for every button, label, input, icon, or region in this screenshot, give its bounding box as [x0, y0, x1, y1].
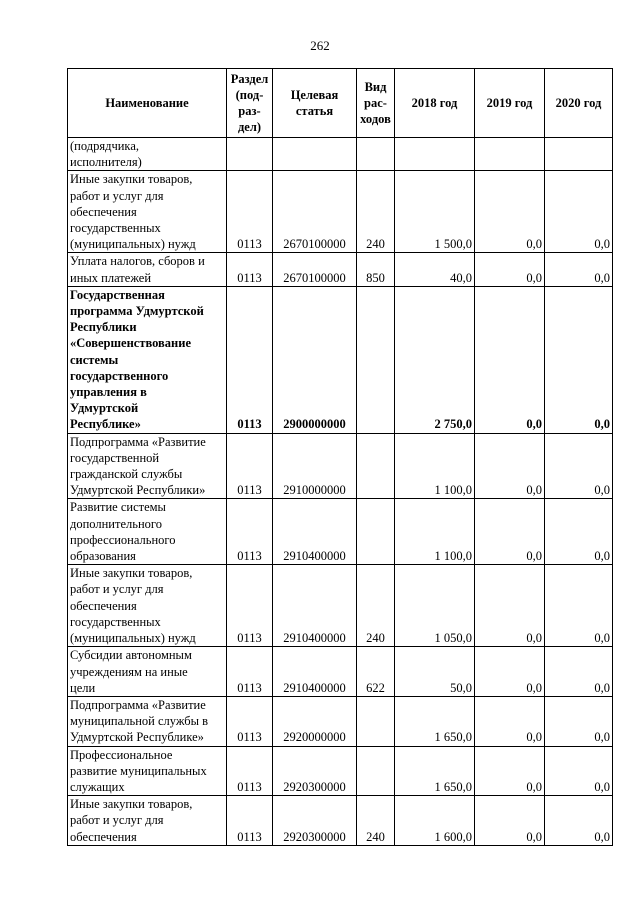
table-row: [68, 433, 613, 499]
header-kind: Вид рас- ходов: [357, 69, 395, 138]
table-row: [68, 171, 613, 253]
cell-y2020: 0,0: [545, 746, 613, 796]
cell-y2019: 0,0: [475, 433, 545, 499]
cell-y2020: 0,0: [545, 253, 613, 286]
cell-y2018: 1 100,0: [395, 433, 475, 499]
cell-name: Иные закупки товаров, работ и услуг для обеспечения государственных (муниципальных) нужд: [68, 171, 227, 253]
cell-kind: 240: [357, 565, 395, 647]
table-row: [68, 647, 613, 697]
cell-name: Развитие системы дополнительного профессионального образования: [68, 499, 227, 565]
table-row: [68, 253, 613, 286]
cell-kind: [357, 696, 395, 746]
cell-name: Иные закупки товаров, работ и услуг для обеспечения государственных (муниципальных) нужд: [68, 565, 227, 647]
cell-y2019: 0,0: [475, 253, 545, 286]
cell-target: 2920000000: [273, 696, 357, 746]
cell-target: 2920300000: [273, 796, 357, 846]
cell-kind: 622: [357, 647, 395, 697]
table-row: [68, 796, 613, 846]
cell-section: 0113: [227, 171, 273, 253]
cell-kind: [357, 138, 395, 171]
budget-table: [67, 68, 613, 846]
cell-section: 0113: [227, 796, 273, 846]
cell-y2018: 1 600,0: [395, 796, 475, 846]
cell-section: 0113: [227, 647, 273, 697]
cell-kind: 240: [357, 171, 395, 253]
cell-y2019: 0,0: [475, 565, 545, 647]
cell-target: 2920300000: [273, 746, 357, 796]
cell-y2019: 0,0: [475, 286, 545, 433]
cell-target: 2670100000: [273, 253, 357, 286]
cell-y2018: 1 050,0: [395, 565, 475, 647]
cell-kind: [357, 499, 395, 565]
header-row: [68, 69, 613, 138]
cell-y2019: 0,0: [475, 696, 545, 746]
cell-y2020: 0,0: [545, 647, 613, 697]
page-number: 262: [310, 38, 330, 53]
cell-target: 2910400000: [273, 647, 357, 697]
cell-name: Подпрограмма «Развитие государственной гражданской службы Удмуртской Республики»: [68, 433, 227, 499]
cell-section: 0113: [227, 433, 273, 499]
header-target: Целевая статья: [273, 69, 357, 138]
cell-y2020: 0,0: [545, 286, 613, 433]
cell-name: Уплата налогов, сборов и иных платежей: [68, 253, 227, 286]
cell-kind: [357, 433, 395, 499]
cell-y2019: 0,0: [475, 746, 545, 796]
cell-y2018: 1 650,0: [395, 696, 475, 746]
cell-name: Государственная программа Удмуртской Республики «Совершенствование системы государственного управления в Удмуртской Республике»: [68, 286, 227, 433]
table-row: [68, 696, 613, 746]
cell-section: 0113: [227, 499, 273, 565]
cell-target: 2900000000: [273, 286, 357, 433]
cell-name: Подпрограмма «Развитие муниципальной службы в Удмуртской Республике»: [68, 696, 227, 746]
cell-y2020: 0,0: [545, 565, 613, 647]
cell-kind: [357, 286, 395, 433]
cell-name: Профессиональное развитие муниципальных служащих: [68, 746, 227, 796]
table-row: [68, 286, 613, 433]
cell-y2019: 0,0: [475, 499, 545, 565]
cell-name: Субсидии автономным учреждениям на иные цели: [68, 647, 227, 697]
cell-y2020: [545, 138, 613, 171]
cell-y2018: 1 100,0: [395, 499, 475, 565]
cell-name: (подрядчика, исполнителя): [68, 138, 227, 171]
cell-section: 0113: [227, 253, 273, 286]
cell-y2020: 0,0: [545, 171, 613, 253]
cell-y2018: [395, 138, 475, 171]
cell-y2018: 1 500,0: [395, 171, 475, 253]
cell-y2019: 0,0: [475, 647, 545, 697]
cell-target: [273, 138, 357, 171]
cell-y2020: 0,0: [545, 433, 613, 499]
table-row: [68, 565, 613, 647]
header-section: Раздел (под- раз- дел): [227, 69, 273, 138]
cell-section: 0113: [227, 286, 273, 433]
table-row: [68, 499, 613, 565]
cell-section: 0113: [227, 696, 273, 746]
cell-y2020: 0,0: [545, 796, 613, 846]
cell-target: 2910400000: [273, 565, 357, 647]
cell-section: [227, 138, 273, 171]
cell-name: Иные закупки товаров, работ и услуг для обеспечения: [68, 796, 227, 846]
header-2020: 2020 год: [545, 69, 613, 138]
cell-target: 2670100000: [273, 171, 357, 253]
header-name: Наименование: [68, 69, 227, 138]
cell-y2020: 0,0: [545, 696, 613, 746]
cell-y2018: 40,0: [395, 253, 475, 286]
cell-y2019: 0,0: [475, 796, 545, 846]
header-2018: 2018 год: [395, 69, 475, 138]
cell-section: 0113: [227, 746, 273, 796]
cell-kind: [357, 746, 395, 796]
cell-kind: 850: [357, 253, 395, 286]
cell-section: 0113: [227, 565, 273, 647]
table-row: [68, 138, 613, 171]
cell-target: 2910000000: [273, 433, 357, 499]
cell-y2018: 50,0: [395, 647, 475, 697]
cell-y2018: 1 650,0: [395, 746, 475, 796]
cell-y2019: [475, 138, 545, 171]
cell-y2018: 2 750,0: [395, 286, 475, 433]
table-row: [68, 746, 613, 796]
cell-kind: 240: [357, 796, 395, 846]
cell-target: 2910400000: [273, 499, 357, 565]
header-2019: 2019 год: [475, 69, 545, 138]
cell-y2020: 0,0: [545, 499, 613, 565]
cell-y2019: 0,0: [475, 171, 545, 253]
